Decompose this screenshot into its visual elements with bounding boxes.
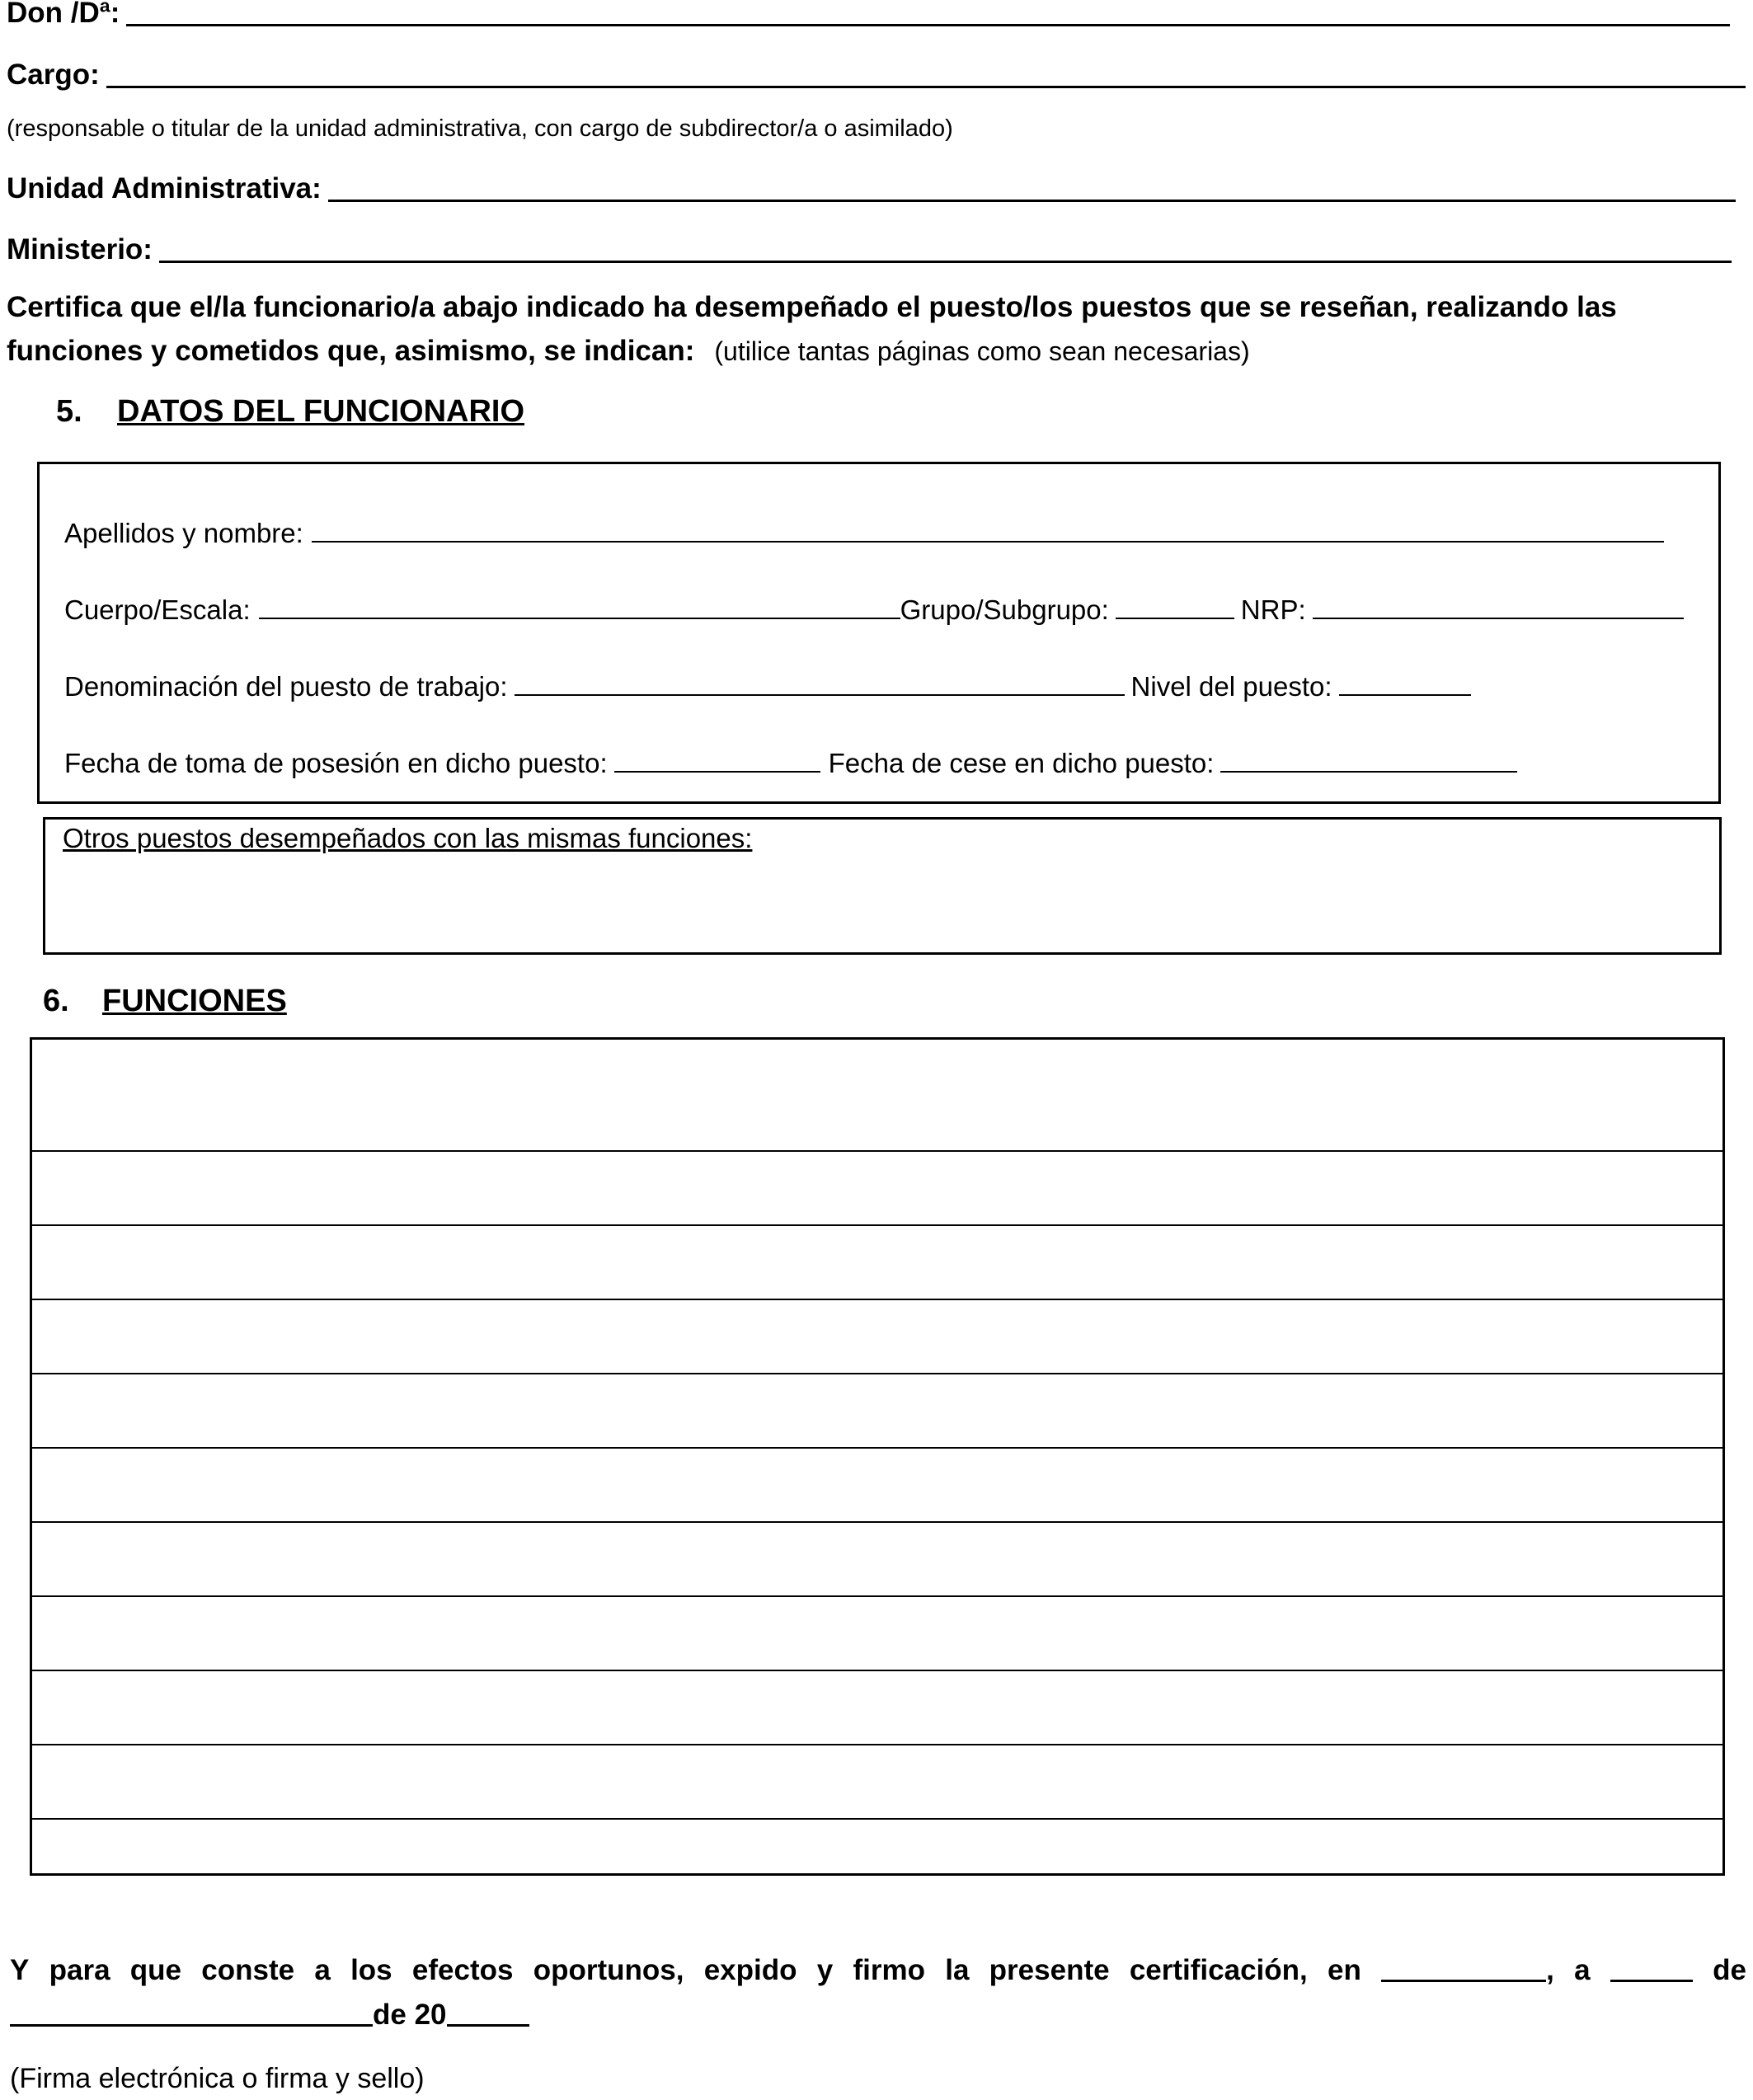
closing-line1 bbox=[10, 1947, 1746, 1987]
closing-comma: , bbox=[1546, 1954, 1554, 1986]
signature-note: (Firma electrónica o firma y sello) bbox=[10, 2063, 425, 2094]
funciones-line bbox=[32, 1373, 1722, 1374]
fecha-cese-label: Fecha de cese en dicho puesto: bbox=[828, 748, 1215, 778]
unidad-label: Unidad Administrativa: bbox=[7, 172, 322, 204]
don-input-line[interactable] bbox=[126, 24, 1730, 26]
month-input-line[interactable] bbox=[10, 2024, 373, 2027]
closing-word: que bbox=[129, 1954, 182, 1986]
closing-word: presente bbox=[989, 1954, 1110, 1986]
unidad-input-line[interactable] bbox=[328, 200, 1736, 202]
cargo-note: (responsable o titular de la unidad administrativa, con cargo de subdirector/a o asimilado) bbox=[7, 115, 953, 142]
fecha-toma-input-line[interactable] bbox=[614, 771, 820, 773]
certification-text bbox=[7, 285, 1746, 373]
unidad-field bbox=[7, 169, 1736, 205]
closing-word: oportunos, bbox=[533, 1954, 684, 1986]
don-field bbox=[7, 0, 1730, 30]
section5-number: 5. bbox=[56, 394, 82, 429]
closing-line2 bbox=[10, 1994, 529, 2032]
funciones-line bbox=[32, 1818, 1722, 1820]
closing-word: para bbox=[49, 1954, 110, 1986]
funciones-line bbox=[32, 1670, 1722, 1671]
funciones-line bbox=[32, 1595, 1722, 1597]
ministerio-field bbox=[7, 230, 1732, 266]
cuerpo-label: Cuerpo/Escala: bbox=[64, 594, 251, 625]
cuerpo-input-line[interactable] bbox=[259, 618, 900, 619]
ministerio-label: Ministerio: bbox=[7, 233, 153, 265]
nivel-input-line[interactable] bbox=[1339, 694, 1471, 696]
city-blank-group bbox=[1381, 1954, 1554, 1987]
year-input-line[interactable] bbox=[447, 2024, 529, 2027]
cargo-input-line[interactable] bbox=[106, 86, 1746, 88]
funciones-box[interactable] bbox=[30, 1037, 1725, 1876]
closing-word: certificación, bbox=[1129, 1954, 1308, 1986]
closing-word: los bbox=[350, 1954, 392, 1986]
otros-puestos-label: Otros puestos desempeñados con las mismas funciones: bbox=[63, 823, 753, 853]
nrp-input-line[interactable] bbox=[1313, 618, 1684, 619]
closing-word: efectos bbox=[411, 1954, 514, 1986]
certification-line2: funciones y cometidos que, asimismo, se indican: bbox=[7, 335, 695, 367]
closing-word: a bbox=[314, 1954, 331, 1986]
section5-title: DATOS DEL FUNCIONARIO bbox=[117, 394, 525, 429]
nivel-label: Nivel del puesto: bbox=[1130, 671, 1332, 702]
cuerpo-row bbox=[64, 594, 1684, 626]
closing-de20: de 20 bbox=[373, 1999, 447, 2031]
certification-line1: Certifica que el/la funcionario/a abajo indicado ha desempeñado el puesto/los puestos que se reseñan, realizando las bbox=[7, 291, 1617, 323]
ministerio-input-line[interactable] bbox=[159, 261, 1732, 263]
don-label: Don /Dª: bbox=[7, 0, 120, 29]
otros-puestos-box[interactable] bbox=[43, 817, 1722, 955]
closing-de: de bbox=[1713, 1954, 1746, 1986]
certification-note: (utilice tantas páginas como sean necesarias) bbox=[714, 336, 1250, 366]
section6-heading bbox=[43, 984, 287, 1019]
fechas-row bbox=[64, 748, 1517, 779]
section5-heading bbox=[56, 394, 524, 430]
funciones-line bbox=[32, 1521, 1722, 1523]
closing-word: expido bbox=[703, 1954, 797, 1986]
funciones-line bbox=[32, 1299, 1722, 1300]
grupo-label: Grupo/Subgrupo: bbox=[900, 594, 1109, 625]
apellidos-input-line[interactable] bbox=[312, 541, 1664, 543]
city-input-line[interactable] bbox=[1381, 1980, 1546, 1982]
closing-word: Y bbox=[10, 1954, 30, 1986]
section6-number: 6. bbox=[43, 984, 69, 1018]
closing-word: la bbox=[945, 1954, 970, 1986]
grupo-input-line[interactable] bbox=[1116, 618, 1234, 619]
certification-line2-wrap bbox=[7, 329, 1746, 373]
funciones-line bbox=[32, 1744, 1722, 1745]
closing-a: a bbox=[1574, 1954, 1591, 1986]
denominacion-row bbox=[64, 671, 1471, 702]
closing-word: en bbox=[1328, 1954, 1361, 1986]
funciones-line bbox=[32, 1224, 1722, 1226]
apellidos-field bbox=[64, 518, 1664, 549]
section6-title: FUNCIONES bbox=[102, 984, 287, 1018]
denominacion-input-line[interactable] bbox=[515, 694, 1125, 696]
datos-funcionario-box bbox=[37, 462, 1721, 804]
fecha-toma-label: Fecha de toma de posesión en dicho puesto: bbox=[64, 748, 608, 778]
fecha-cese-input-line[interactable] bbox=[1220, 771, 1517, 773]
closing-word: firmo bbox=[853, 1954, 925, 1986]
closing-word: y bbox=[816, 1954, 834, 1986]
nrp-label: NRP: bbox=[1240, 594, 1306, 625]
denominacion-label: Denominación del puesto de trabajo: bbox=[64, 671, 508, 702]
cargo-field bbox=[7, 55, 1746, 92]
funciones-line bbox=[32, 1150, 1722, 1152]
funciones-line bbox=[32, 1447, 1722, 1449]
apellidos-label: Apellidos y nombre: bbox=[64, 518, 303, 548]
closing-word: conste bbox=[201, 1954, 295, 1986]
cargo-label: Cargo: bbox=[7, 59, 100, 91]
day-input-line[interactable] bbox=[1610, 1980, 1693, 1982]
